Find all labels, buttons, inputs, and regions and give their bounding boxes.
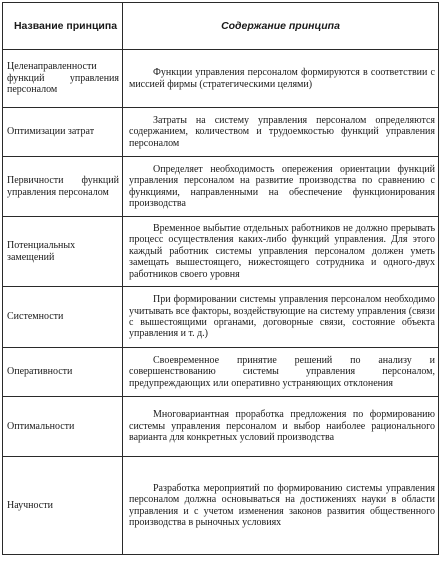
table-row	[3, 457, 439, 555]
table-row	[3, 157, 439, 217]
principle-name: Оперативности	[3, 348, 123, 397]
header-principle-name: Название принципа	[3, 3, 123, 50]
principle-content: Разработка мероприятий по формированию системы управления персоналом должна основываться на достижениях науки в области управления и с учетом изменения законов развития общественного производства в рыночных условиях	[123, 457, 439, 555]
table-row	[3, 348, 439, 397]
principle-name: Потенциальных замещений	[3, 217, 123, 287]
principle-name: Системности	[3, 287, 123, 348]
principle-content: Затраты на систему управления персоналом определяются содержанием, количеством и трудоемкостью функций управления персоналом	[123, 108, 439, 157]
header-principle-content: Содержание принципа	[123, 3, 439, 50]
principles-table-page	[2, 2, 438, 560]
principle-name: Первичности функций управления персоналом	[3, 157, 123, 217]
principle-name: Оптимизации затрат	[3, 108, 123, 157]
table-row	[3, 50, 439, 108]
principle-content: Определяет необходимость опережения ориентации функций управления персоналом на развитие производства по сравнению с функциями, направленными на обеспечение функционирования производства	[123, 157, 439, 217]
principle-content: Функции управления персоналом формируются в соответствии с миссией фирмы (стратегическими целями)	[123, 50, 439, 108]
principle-name: Научности	[3, 457, 123, 555]
table-header-row	[3, 3, 439, 50]
table-row	[3, 108, 439, 157]
table-row	[3, 287, 439, 348]
principle-name: Оптимальности	[3, 397, 123, 457]
principle-content: Многовариантная проработка предложения по формированию системы управления персоналом и выбор наиболее рационального варианта для конкретных условий производства	[123, 397, 439, 457]
principle-content: Временное выбытие отдельных работников не должно прерывать процесс осуществления каких-либо функций управления. Для этого каждый работник системы управления персоналом должен уметь замещать вышестоящего, нижестоящего сотрудника и одного-двух работников своего уровня	[123, 217, 439, 287]
principle-name: Целенаправленности функций управления персоналом	[3, 50, 123, 108]
principles-table	[2, 2, 439, 555]
table-row	[3, 397, 439, 457]
principle-content: Своевременное принятие решений по анализу и совершенствованию системы управления персоналом, предупреждающих или оперативно устраняющих отклонения	[123, 348, 439, 397]
table-row	[3, 217, 439, 287]
principle-content: При формировании системы управления персоналом необходимо учитывать все факторы, воздействующие на систему управления (связи с вышестоящими органами, договорные связи, состояние объекта управления и т. д.)	[123, 287, 439, 348]
